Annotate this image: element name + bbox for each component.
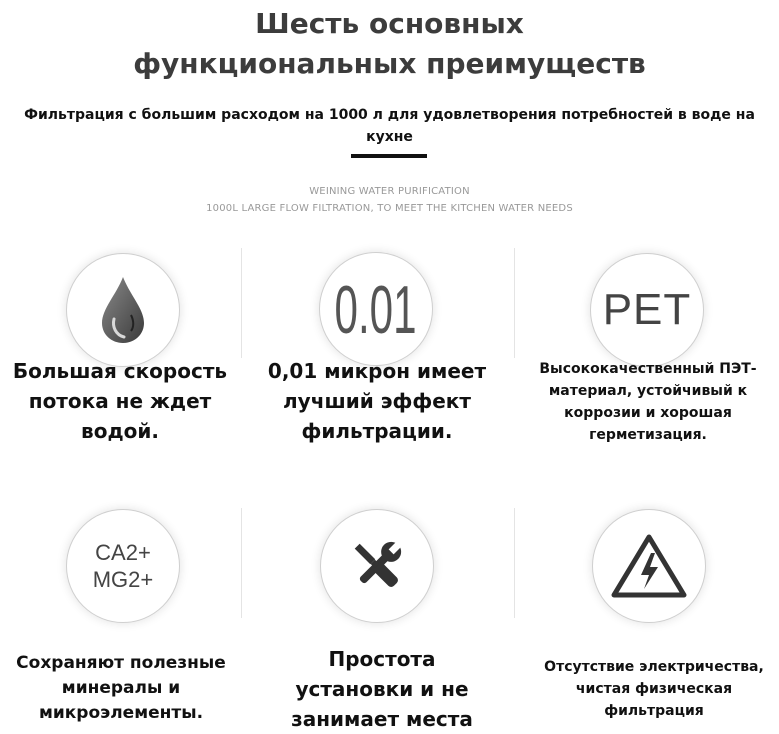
minerals-icon-text-mg: MG2+ — [92, 567, 154, 592]
feature-caption-micron: 0,01 микрон имеет лучший эффект фильтрации. — [267, 359, 487, 443]
pet-icon-text: PET — [602, 285, 692, 334]
column-divider — [241, 248, 242, 358]
feature-caption-flow: Большая скорость потока не ждет водой. — [12, 359, 228, 443]
page-subtitle: Фильтрация с большим расходом на 1000 л для удовлетворения потребностей в воде на кухне — [24, 107, 755, 145]
tools-icon — [320, 509, 434, 623]
micron-icon-graphic — [334, 277, 418, 341]
high-voltage-icon — [592, 509, 706, 623]
feature-caption-voltage: Отсутствие электричества, чистая физическая фильтрация — [544, 659, 764, 719]
feature-caption-minerals: Сохраняют полезные минералы и микроэлементы. — [16, 653, 226, 723]
page-title: Шесть основных функциональных преимуществ — [133, 7, 646, 80]
micron-icon — [319, 252, 433, 366]
column-divider — [514, 248, 515, 358]
feature-caption-install: Простота установки и не занимает места — [291, 647, 473, 731]
english-line-1: WEINING WATER PURIFICATION — [309, 186, 470, 197]
column-divider — [514, 508, 515, 618]
water-drop-icon-graphic — [98, 275, 148, 345]
feature-caption-pet: Высококачественный ПЭТ-материал, устойчивый к коррозии и хорошая герметизация. — [539, 361, 757, 443]
column-divider — [241, 508, 242, 618]
micron-icon-text: 0.01 — [334, 277, 417, 341]
minerals-icon-text-ca: CA2+ — [95, 540, 151, 565]
water-drop-icon — [66, 253, 180, 367]
tools-icon-graphic — [345, 534, 409, 598]
title-divider — [351, 154, 427, 158]
minerals-icon — [66, 509, 180, 623]
high-voltage-icon-graphic — [611, 533, 687, 599]
english-line-2: 1000L LARGE FLOW FILTRATION, TO MEET THE KITCHEN WATER NEEDS — [206, 203, 573, 214]
pet-icon — [590, 253, 704, 367]
